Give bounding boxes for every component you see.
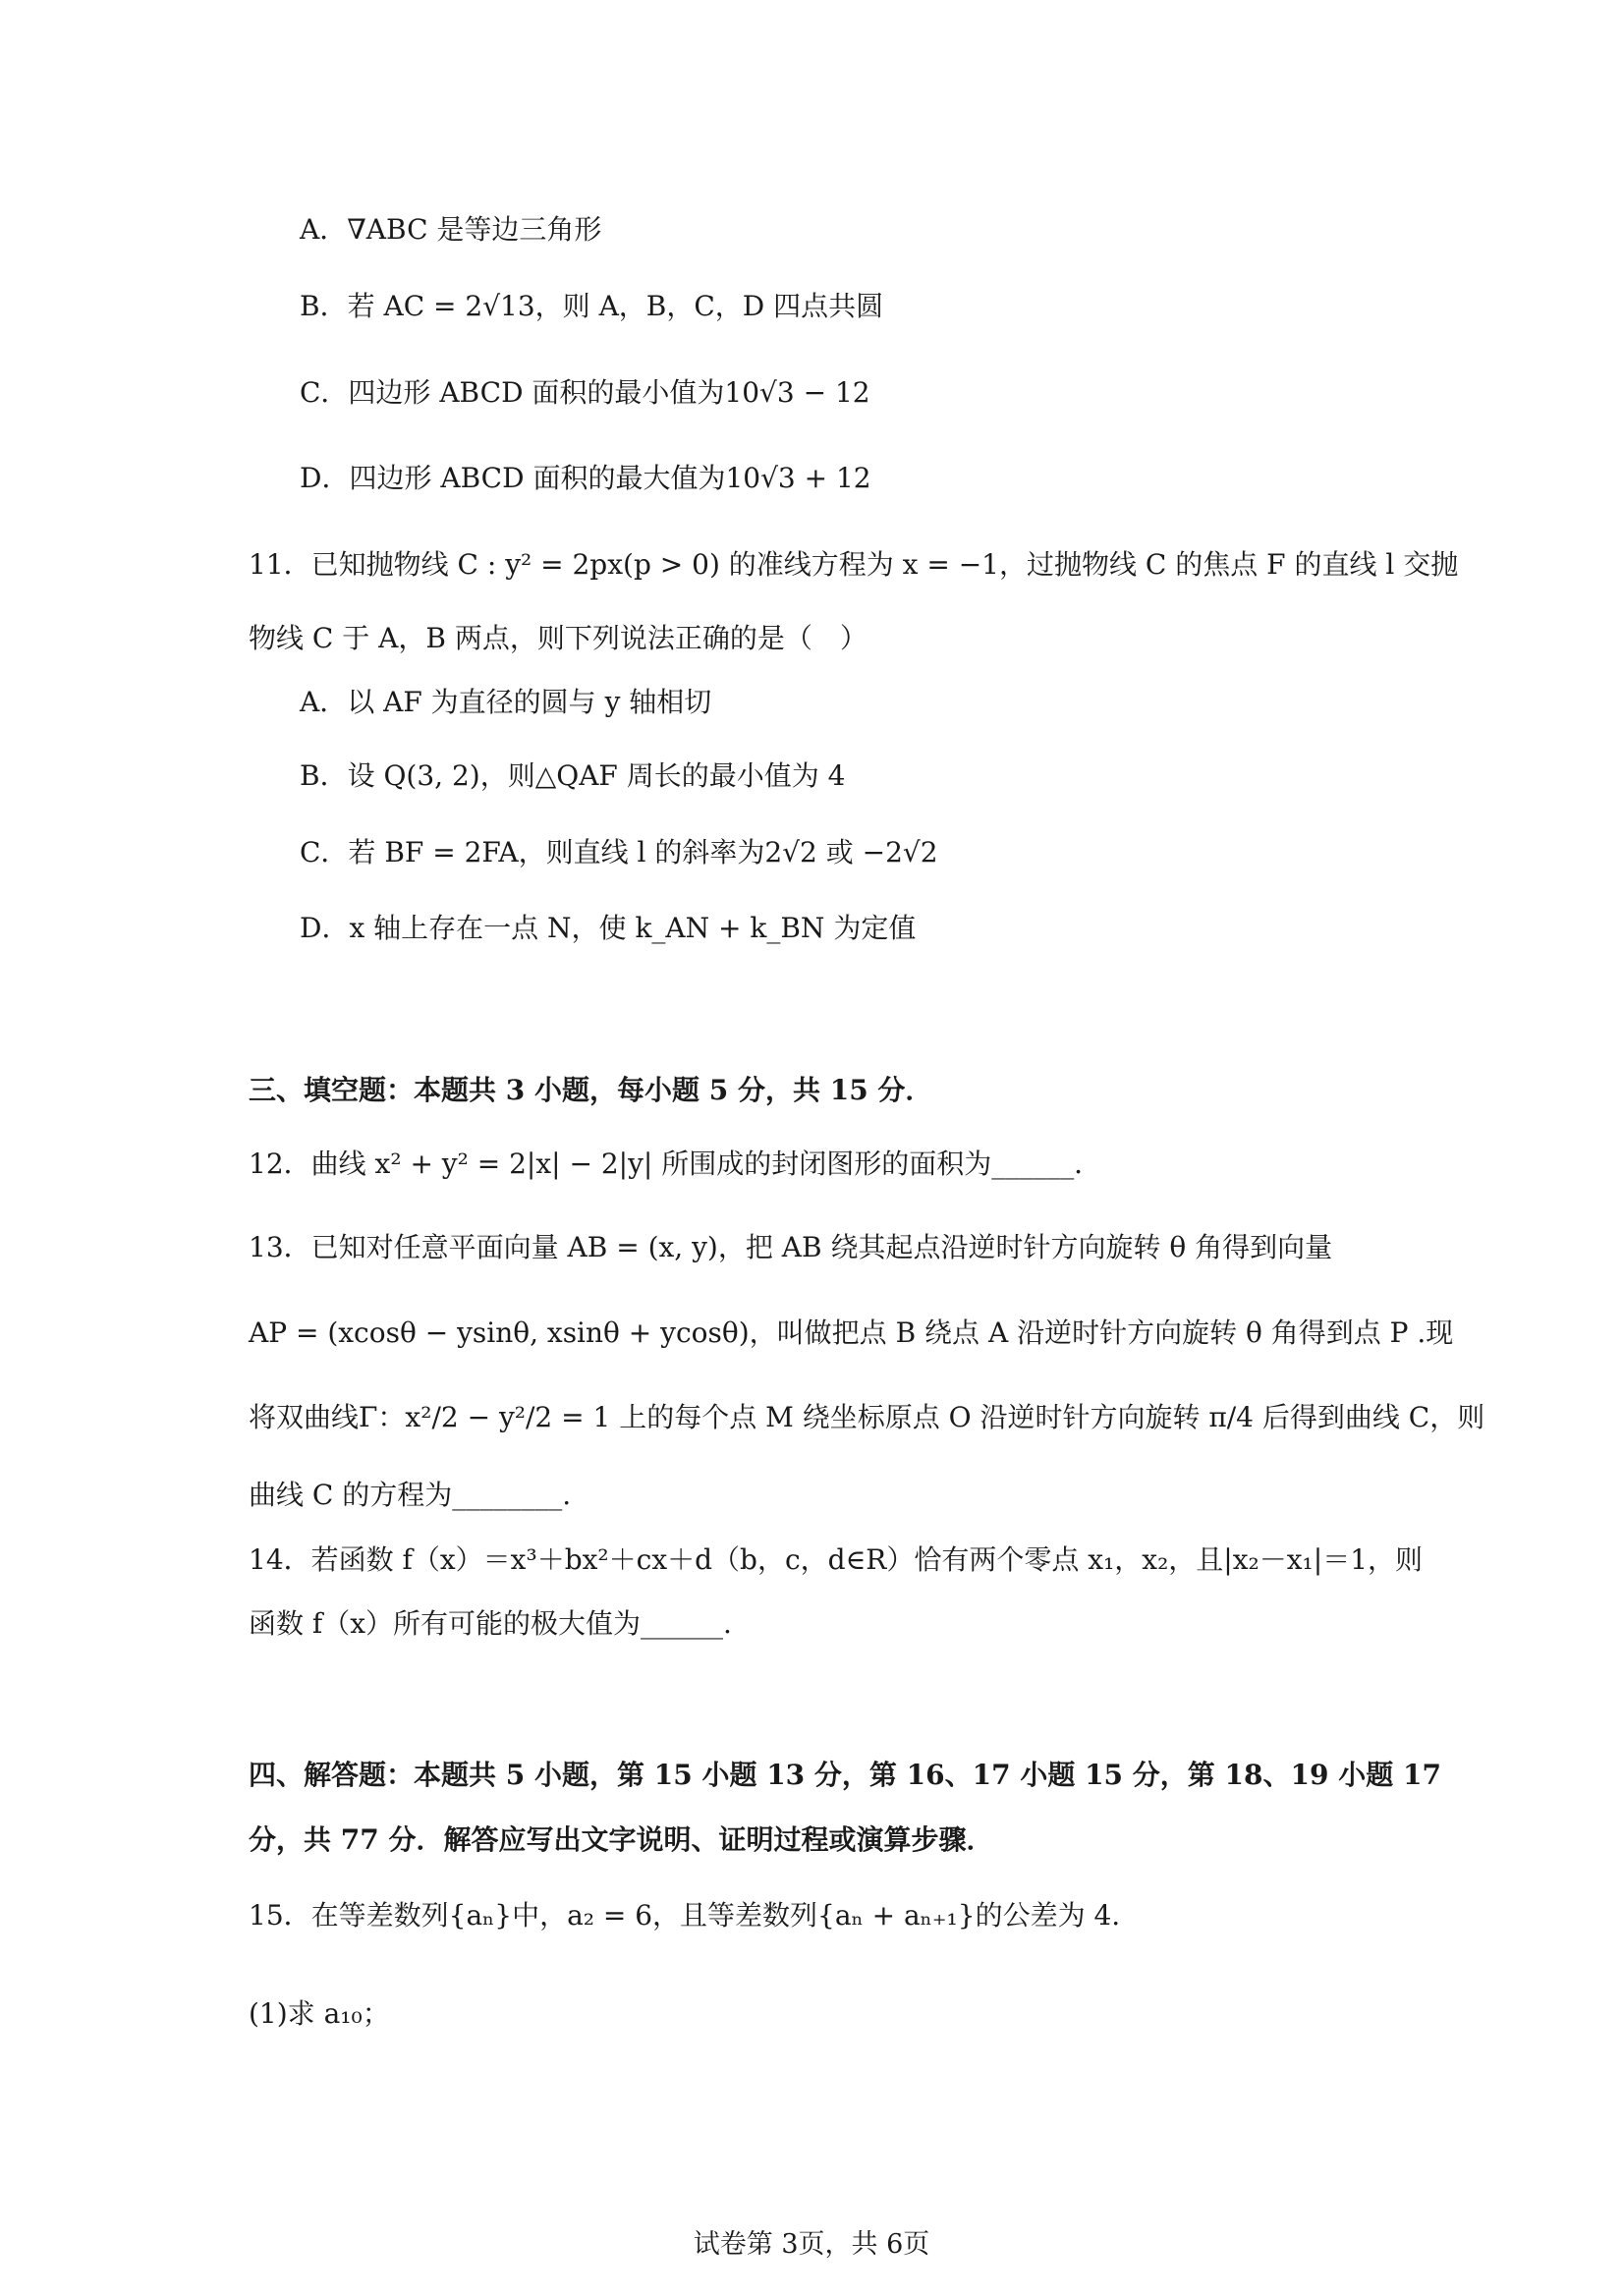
q12-text: 12．曲线 x² + y² = 2|x| − 2|y| 所围成的封闭图形的面积为______． bbox=[249, 1148, 1102, 1180]
q11-option-b: B．设 Q(3, 2)，则△QAF 周长的最小值为 4 bbox=[300, 759, 846, 792]
page-footer: 试卷第 3页，共 6页 bbox=[693, 2229, 930, 2260]
q10-option-a: A．∇ABC 是等边三角形 bbox=[300, 213, 602, 246]
section4-heading-line2: 分，共 77 分．解答应写出文字说明、证明过程或演算步骤． bbox=[249, 1823, 994, 1856]
q14-line1: 14．若函数 f（x）＝x³＋bx²＋cx＋d（b，c，d∈R）恰有两个零点 x₁，x₂，且|x₂－x₁|＝1，则 bbox=[249, 1543, 1424, 1576]
q11-stem-line1: 11．已知抛物线 C : y² = 2px(p > 0) 的准线方程为 x = −1，过抛物线 C 的焦点 F 的直线 l 交抛 bbox=[249, 548, 1459, 581]
q10-option-d: D．四边形 ABCD 面积的最大值为10√3 + 12 bbox=[300, 462, 871, 494]
q13-line3: 将双曲线Γ：x²/2 − y²/2 = 1 上的每个点 M 绕坐标原点 O 沿逆时针方向旋转 π/4 后得到曲线 C，则 bbox=[249, 1401, 1485, 1433]
q10-option-c: C．四边形 ABCD 面积的最小值为10√3 − 12 bbox=[300, 376, 870, 409]
q15-part1: (1)求 a₁₀； bbox=[249, 1997, 390, 2030]
q15-stem: 15．在等差数列{aₙ}中，a₂ = 6，且等差数列{aₙ + aₙ₊₁}的公差为 4. bbox=[249, 1899, 1121, 1932]
q14-line2: 函数 f（x）所有可能的极大值为______. bbox=[249, 1607, 732, 1640]
q13-line2: AP = (xcosθ − ysinθ, xsinθ + ycosθ)，叫做把点 B 绕点 A 沿逆时针方向旋转 θ 角得到点 P .现 bbox=[249, 1316, 1454, 1349]
q11-stem-line2: 物线 C 于 A，B 两点，则下列说法正确的是（ ） bbox=[249, 622, 867, 654]
q11-option-a: A．以 AF 为直径的圆与 y 轴相切 bbox=[300, 686, 712, 718]
q11-option-c: C．若 BF = 2FA，则直线 l 的斜率为2√2 或 −2√2 bbox=[300, 836, 938, 868]
q13-line1: 13．已知对任意平面向量 AB = (x, y)，把 AB 绕其起点沿逆时针方向旋转 θ 角得到向量 bbox=[249, 1231, 1333, 1263]
section3-heading: 三、填空题：本题共 3 小题，每小题 5 分，共 15 分． bbox=[249, 1074, 933, 1106]
q13-line4: 曲线 C 的方程为________. bbox=[249, 1479, 572, 1511]
q11-option-d: D．x 轴上存在一点 N，使 k_AN + k_BN 为定值 bbox=[300, 912, 917, 944]
section4-heading-line1: 四、解答题：本题共 5 小题，第 15 小题 13 分，第 16、17 小题 15 分，第 18、19 小题 17 bbox=[249, 1759, 1441, 1791]
q10-option-b: B．若 AC = 2√13，则 A，B，C，D 四点共圆 bbox=[300, 290, 884, 322]
